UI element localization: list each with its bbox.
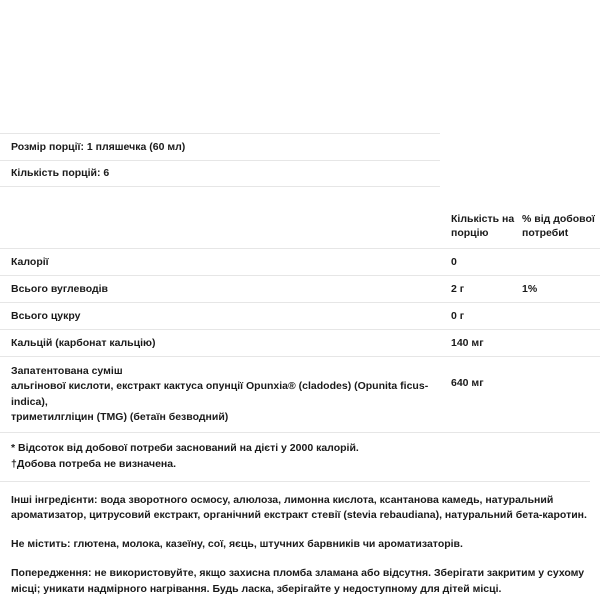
blend-ingredients-line-1: альгінової кислоти, екстракт кактуса опунції Opunxia® (cladodes) (Opunita ficus-indica), xyxy=(11,380,429,408)
blend-ingredients-line-2: триметилгліцин (TMG) (бетаїн безводний) xyxy=(11,410,229,423)
proprietary-blend-amount: 640 мг xyxy=(451,357,522,433)
other-ingredients-text: Інші інгредієнти: вода зворотного осмосу, алюлоза, лимонна кислота, ксантанова камедь, натуральний ароматизатор, цитрусовий екстракт, органічний екстракт стевії (stevia rebaudiana), натуральний бета-каротин. xyxy=(11,493,587,522)
nutrient-name: Всього вуглеводів xyxy=(0,275,451,302)
blend-title: Запатентована суміш xyxy=(11,365,123,378)
serving-size-row: Розмір порції: 1 пляшечка (60 мл) xyxy=(0,134,440,161)
nutrient-name: Кальцій (карбонат кальцію) xyxy=(0,330,451,357)
nutrition-facts-table xyxy=(0,207,600,433)
nutrient-daily-value xyxy=(522,302,600,329)
table-header xyxy=(0,207,600,248)
proprietary-blend-daily-value xyxy=(522,357,600,433)
footnote-daily-value-not-established: †Добова потреба не визначена. xyxy=(11,458,177,471)
nutrient-daily-value xyxy=(522,330,600,357)
nutrient-amount: 0 г xyxy=(451,302,522,329)
proprietary-blend-row xyxy=(0,357,600,433)
nutrient-amount: 0 xyxy=(451,248,522,275)
nutrient-name: Всього цукру xyxy=(0,302,451,329)
table-header-row xyxy=(0,207,600,248)
serving-info-block xyxy=(0,133,440,187)
footnotes-block xyxy=(0,433,590,482)
table-row xyxy=(0,275,600,302)
warning-text: Попередження: не використовуйте, якщо захисна пломба зламана або відсутня. Зберігати закритим у сухому місці; уникати надмірного нагрівання. Будь ласка, зберігайте у недоступному для дітей місці. xyxy=(11,566,585,595)
footnote-daily-value-basis: * Відсоток від добової потреби заснований на дієті у 2000 калорій. xyxy=(11,442,359,455)
table-row xyxy=(0,248,600,275)
table-body xyxy=(0,248,600,433)
column-header-nutrient xyxy=(0,207,451,248)
table-row xyxy=(0,330,600,357)
nutrient-amount: 140 мг xyxy=(451,330,522,357)
notes-block xyxy=(0,482,600,598)
proprietary-blend-name xyxy=(0,357,451,433)
nutrient-name: Калорії xyxy=(0,248,451,275)
nutrient-daily-value: 1% xyxy=(522,275,600,302)
servings-per-container-row: Кількість порцій: 6 xyxy=(0,161,440,188)
table-row xyxy=(0,302,600,329)
nutrient-amount: 2 г xyxy=(451,275,522,302)
column-header-daily-value: % від добової потребиt xyxy=(522,207,600,248)
column-header-amount-per-serving: Кількість на порцію xyxy=(451,207,522,248)
nutrient-daily-value xyxy=(522,248,600,275)
free-from-text: Не містить: глютена, молока, казеїну, сої, яєць, штучних барвників чи ароматизаторів. xyxy=(11,538,463,551)
